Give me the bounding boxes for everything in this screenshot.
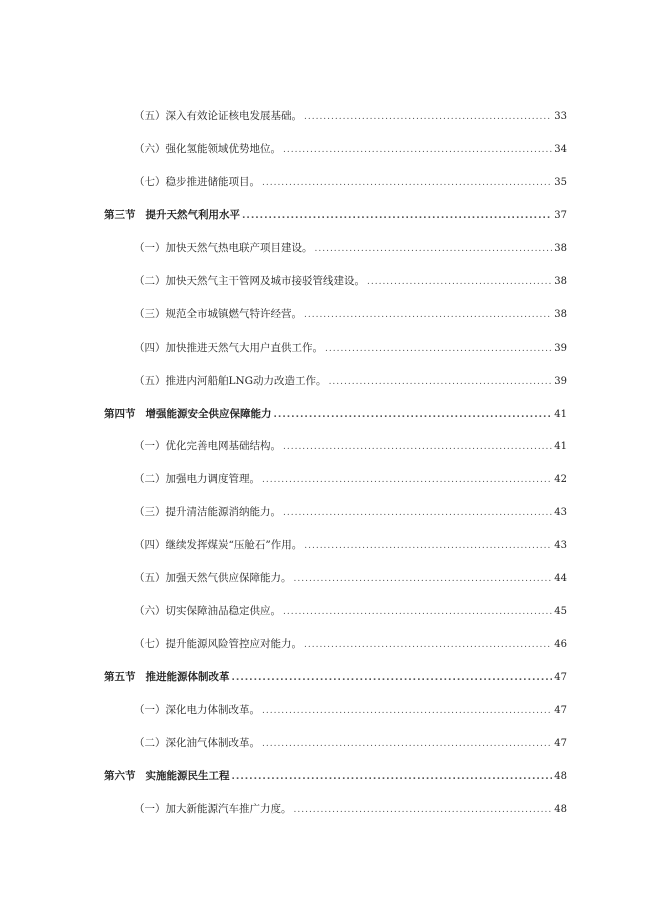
dot-leader xyxy=(283,604,552,620)
toc-entry-label: （一）加快天然气热电联产项目建设。 xyxy=(134,242,313,254)
toc-section-title: 增强能源安全供应保障能力 xyxy=(145,408,272,420)
toc-section-number: 第五节 xyxy=(104,671,136,683)
toc-page-number: 39 xyxy=(554,376,567,387)
dot-leader xyxy=(304,637,552,653)
toc-entry[interactable] xyxy=(134,306,567,322)
dot-leader xyxy=(294,571,553,587)
toc-page-number: 44 xyxy=(554,573,567,584)
dot-leader xyxy=(325,341,552,357)
toc-entry-label: （一）深化电力体制改革。 xyxy=(134,704,260,716)
toc-entry-label: （四）继续发挥煤炭“压舱石”作用。 xyxy=(134,539,303,551)
dot-leader xyxy=(262,472,552,488)
toc-entry-label: （二）深化油气体制改革。 xyxy=(134,737,260,749)
toc-entry[interactable] xyxy=(134,537,567,553)
toc-entry[interactable] xyxy=(134,471,567,487)
dot-leader xyxy=(294,802,553,818)
toc-entry-label: （一）优化完善电网基础结构。 xyxy=(134,440,281,452)
toc-page-number: 41 xyxy=(554,441,567,452)
toc-page-number: 43 xyxy=(554,507,567,518)
toc-entry[interactable] xyxy=(134,438,567,454)
dot-leader xyxy=(304,307,552,323)
toc-entry[interactable] xyxy=(134,801,567,817)
dot-leader xyxy=(329,374,553,390)
toc-entry-label: （三）规范全市城镇燃气特许经营。 xyxy=(134,308,302,320)
dot-leader xyxy=(283,142,552,158)
toc-entry-label: （五）加强天然气供应保障能力。 xyxy=(134,572,292,584)
toc-entry-label: （六）强化氢能领域优势地位。 xyxy=(134,143,281,155)
toc-section-number: 第四节 xyxy=(104,408,136,420)
toc-section-entry[interactable] xyxy=(104,406,567,422)
toc-entry-label: （二）加快天然气主干管网及城市接驳管线建设。 xyxy=(134,275,365,287)
toc-section-title: 提升天然气利用水平 xyxy=(145,209,240,221)
dot-leader xyxy=(232,670,553,686)
toc-page-number: 34 xyxy=(554,144,567,155)
dot-leader xyxy=(283,505,552,521)
toc-page-number: 48 xyxy=(554,771,567,782)
toc-page-number: 47 xyxy=(554,672,567,683)
toc-page-number: 43 xyxy=(554,540,567,551)
toc-entry[interactable] xyxy=(134,735,567,751)
toc-page-number: 45 xyxy=(554,606,567,617)
toc-entry[interactable] xyxy=(134,174,567,190)
toc-page-number: 42 xyxy=(554,474,567,485)
dot-leader xyxy=(242,208,552,224)
toc-page-number: 38 xyxy=(554,276,567,287)
toc-entry[interactable] xyxy=(134,504,567,520)
toc-section-title: 推进能源体制改革 xyxy=(145,671,230,683)
toc-page-number: 38 xyxy=(554,309,567,320)
toc-entry[interactable] xyxy=(134,570,567,586)
toc-entry-label: （二）加强电力调度管理。 xyxy=(134,473,260,485)
toc-section-number: 第三节 xyxy=(104,209,136,221)
toc-section-entry[interactable] xyxy=(104,207,567,223)
toc-entry[interactable] xyxy=(134,108,567,124)
dot-leader xyxy=(262,736,552,752)
toc-entry[interactable] xyxy=(134,702,567,718)
toc-page-number: 48 xyxy=(554,804,567,815)
toc-entry-label: （五）推进内河船舶LNG动力改造工作。 xyxy=(134,375,327,387)
toc-page-number: 47 xyxy=(554,738,567,749)
dot-leader xyxy=(232,769,553,785)
toc-entry[interactable] xyxy=(134,273,567,289)
dot-leader xyxy=(315,241,553,257)
toc-entry-label: （四）加快推进天然气大用户直供工作。 xyxy=(134,342,323,354)
toc-entry[interactable] xyxy=(134,141,567,157)
dot-leader xyxy=(367,274,552,290)
toc-entry[interactable] xyxy=(134,603,567,619)
toc-entry[interactable] xyxy=(134,340,567,356)
dot-leader xyxy=(304,538,552,554)
toc-page-number: 35 xyxy=(554,177,567,188)
toc-page-number: 38 xyxy=(554,243,567,254)
toc-section-entry[interactable] xyxy=(104,768,567,784)
dot-leader xyxy=(274,407,553,423)
toc-entry-label: （七）稳步推进储能项目。 xyxy=(134,176,260,188)
toc-section-entry[interactable] xyxy=(104,669,567,685)
toc-entry-label: （一）加大新能源汽车推广力度。 xyxy=(134,803,292,815)
dot-leader xyxy=(283,439,552,455)
toc-page-number: 47 xyxy=(554,705,567,716)
toc-entry[interactable] xyxy=(134,636,567,652)
toc-page-number: 46 xyxy=(554,639,567,650)
toc-entry[interactable] xyxy=(134,373,567,389)
dot-leader xyxy=(262,175,552,191)
dot-leader xyxy=(304,109,552,125)
toc-section-title: 实施能源民生工程 xyxy=(145,770,230,782)
toc-entry-label: （六）切实保障油品稳定供应。 xyxy=(134,605,281,617)
toc-page-number: 37 xyxy=(554,210,567,221)
toc-entry-label: （五）深入有效论证核电发展基础。 xyxy=(134,110,302,122)
toc-entry[interactable] xyxy=(134,240,567,256)
toc-page-number: 33 xyxy=(554,111,567,122)
toc-page-number: 41 xyxy=(554,409,567,420)
toc-entry-label: （三）提升清洁能源消纳能力。 xyxy=(134,506,281,518)
toc-page-number: 39 xyxy=(554,343,567,354)
toc-section-number: 第六节 xyxy=(104,770,136,782)
dot-leader xyxy=(262,703,552,719)
toc-entry-label: （七）提升能源风险管控应对能力。 xyxy=(134,638,302,650)
